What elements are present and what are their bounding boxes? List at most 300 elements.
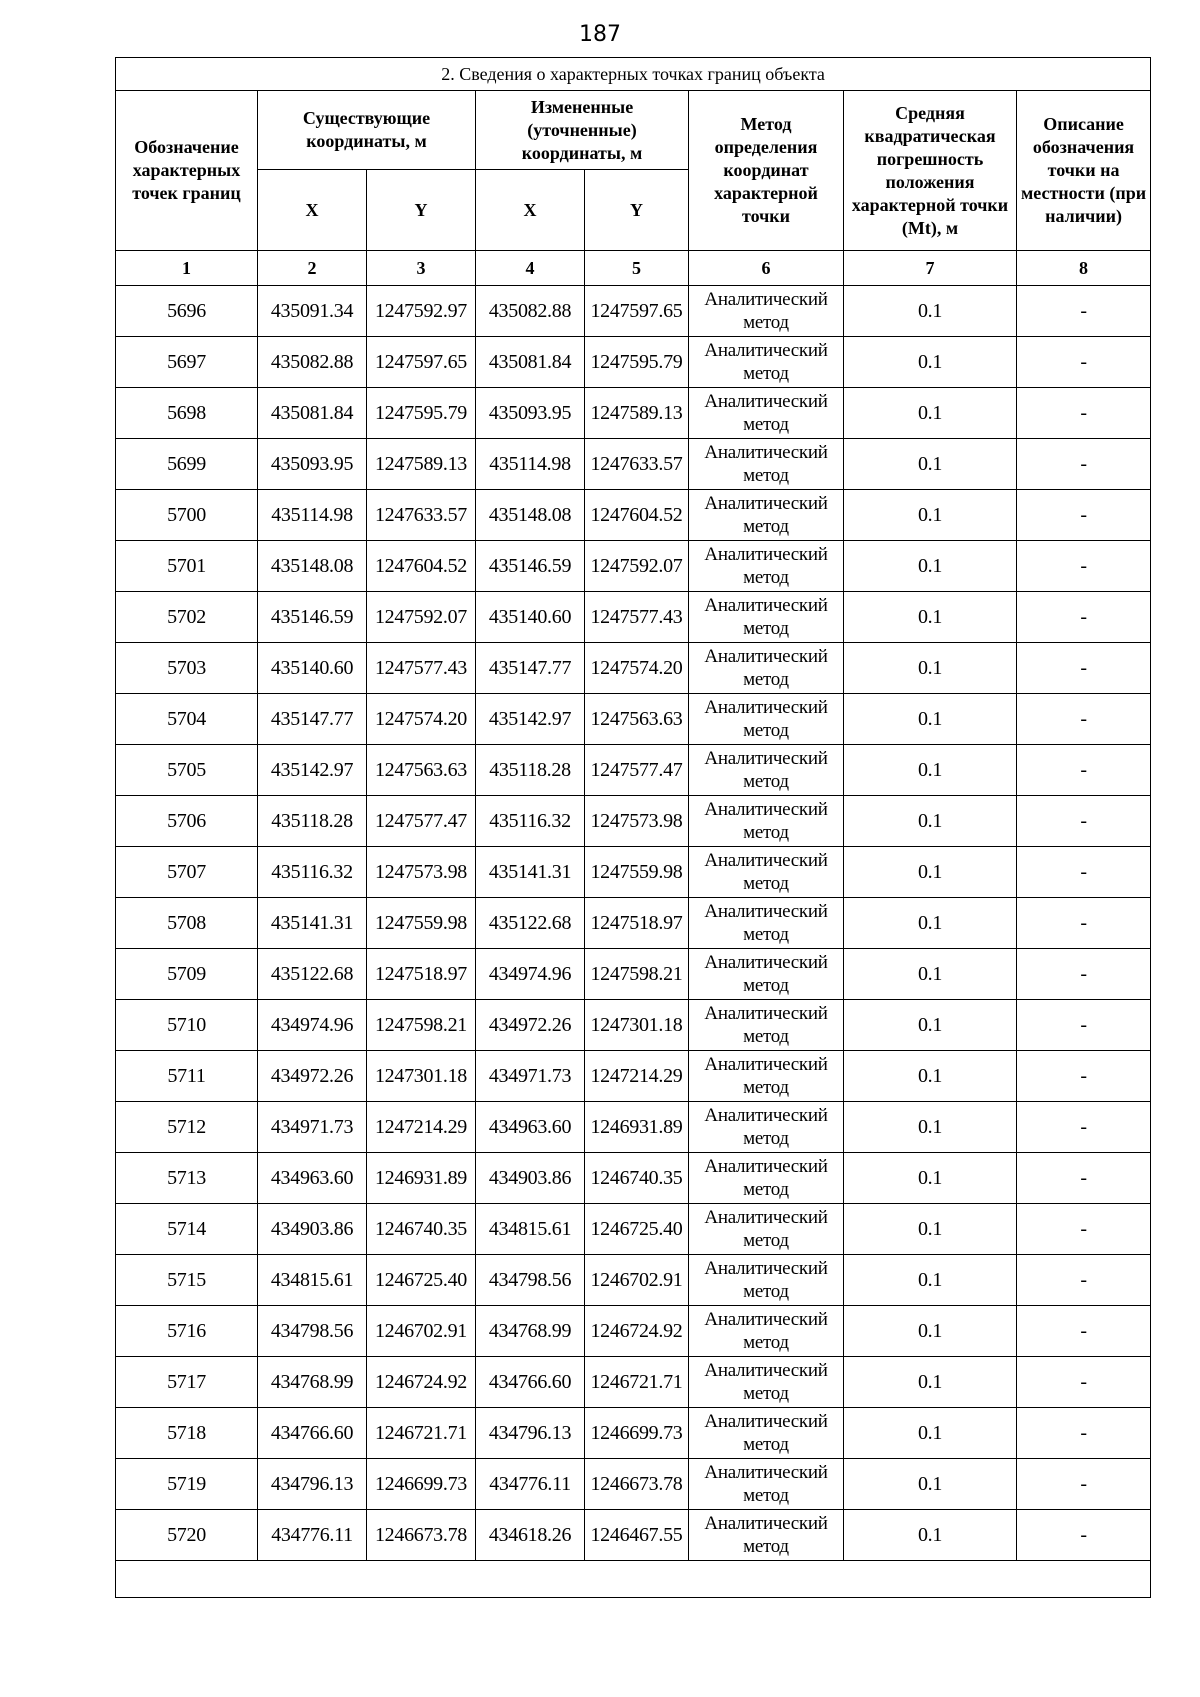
- description-cell: -: [1017, 1000, 1151, 1051]
- existing-x-cell: 434796.13: [258, 1459, 367, 1510]
- mean-error-cell: 0.1: [844, 1204, 1017, 1255]
- existing-y-cell: 1247592.07: [367, 592, 476, 643]
- header-mean-error: Средняя квадратическая погрешность положения характерной точки (Mt), м: [844, 91, 1017, 251]
- table-row: [116, 643, 1151, 694]
- method-cell: [689, 541, 844, 592]
- changed-x-cell: 434768.99: [476, 1306, 585, 1357]
- existing-x-cell: 434815.61: [258, 1255, 367, 1306]
- method-text: Аналитический: [704, 901, 828, 922]
- point-cell: 5717: [116, 1357, 258, 1408]
- changed-x-cell: 434971.73: [476, 1051, 585, 1102]
- method-cell: [689, 388, 844, 439]
- changed-y-cell: 1246931.89: [585, 1102, 689, 1153]
- existing-x-cell: 434798.56: [258, 1306, 367, 1357]
- description-cell: -: [1017, 1102, 1151, 1153]
- changed-x-cell: 435141.31: [476, 847, 585, 898]
- table-row: [116, 541, 1151, 592]
- column-number: 7: [844, 251, 1017, 286]
- method-text: Аналитический: [704, 391, 828, 412]
- changed-x-cell: 434972.26: [476, 1000, 585, 1051]
- changed-y-cell: 1247574.20: [585, 643, 689, 694]
- method-text: метод: [743, 567, 789, 588]
- existing-x-cell: 434768.99: [258, 1357, 367, 1408]
- table-row: [116, 1408, 1151, 1459]
- table-row: [116, 1153, 1151, 1204]
- changed-x-cell: 435146.59: [476, 541, 585, 592]
- changed-y-cell: 1247592.07: [585, 541, 689, 592]
- method-text: метод: [743, 363, 789, 384]
- point-cell: 5712: [116, 1102, 258, 1153]
- changed-x-cell: 435148.08: [476, 490, 585, 541]
- method-cell: [689, 1102, 844, 1153]
- existing-x-cell: 435147.77: [258, 694, 367, 745]
- changed-x-cell: 435081.84: [476, 337, 585, 388]
- table-row: [116, 1255, 1151, 1306]
- existing-y-cell: 1247573.98: [367, 847, 476, 898]
- description-cell: -: [1017, 847, 1151, 898]
- description-cell: -: [1017, 439, 1151, 490]
- table-row: [116, 949, 1151, 1000]
- changed-x-cell: 435142.97: [476, 694, 585, 745]
- method-text: Аналитический: [704, 1207, 828, 1228]
- changed-y-cell: 1247598.21: [585, 949, 689, 1000]
- table-row: [116, 847, 1151, 898]
- existing-x-cell: 435081.84: [258, 388, 367, 439]
- mean-error-cell: 0.1: [844, 1255, 1017, 1306]
- existing-y-cell: 1247598.21: [367, 1000, 476, 1051]
- column-number: 1: [116, 251, 258, 286]
- header-changed-coords: Измененные (уточненные) координаты, м: [476, 91, 689, 170]
- description-cell: -: [1017, 388, 1151, 439]
- changed-x-cell: 434815.61: [476, 1204, 585, 1255]
- method-text: Аналитический: [704, 1258, 828, 1279]
- header-changed-x: X: [476, 170, 585, 251]
- column-number: 3: [367, 251, 476, 286]
- method-cell: [689, 694, 844, 745]
- header-point-designation: Обозначение характерных точек границ: [116, 91, 258, 251]
- description-cell: -: [1017, 643, 1151, 694]
- description-cell: -: [1017, 694, 1151, 745]
- existing-y-cell: 1247301.18: [367, 1051, 476, 1102]
- method-text: метод: [743, 873, 789, 894]
- existing-y-cell: 1246725.40: [367, 1255, 476, 1306]
- changed-y-cell: 1247633.57: [585, 439, 689, 490]
- method-text: метод: [743, 1536, 789, 1557]
- section-title: 2. Сведения о характерных точках границ объекта: [116, 58, 1151, 91]
- header-method: Метод определения координат характерной точки: [689, 91, 844, 251]
- table-row: [116, 337, 1151, 388]
- method-cell: [689, 490, 844, 541]
- changed-y-cell: 1247518.97: [585, 898, 689, 949]
- description-cell: -: [1017, 1153, 1151, 1204]
- method-text: Аналитический: [704, 340, 828, 361]
- point-cell: 5715: [116, 1255, 258, 1306]
- method-text: метод: [743, 1383, 789, 1404]
- header-existing-coords: Существующие координаты, м: [258, 91, 476, 170]
- method-cell: [689, 796, 844, 847]
- table-row: [116, 1510, 1151, 1561]
- existing-x-cell: 435114.98: [258, 490, 367, 541]
- changed-x-cell: 434974.96: [476, 949, 585, 1000]
- mean-error-cell: 0.1: [844, 337, 1017, 388]
- mean-error-cell: 0.1: [844, 694, 1017, 745]
- section-title-row: [116, 58, 1151, 91]
- changed-y-cell: 1247563.63: [585, 694, 689, 745]
- mean-error-cell: 0.1: [844, 1408, 1017, 1459]
- method-cell: [689, 1153, 844, 1204]
- existing-x-cell: 435091.34: [258, 286, 367, 337]
- method-text: метод: [743, 1230, 789, 1251]
- method-cell: [689, 1255, 844, 1306]
- mean-error-cell: 0.1: [844, 286, 1017, 337]
- header-row-top: [116, 91, 1151, 170]
- changed-x-cell: 434766.60: [476, 1357, 585, 1408]
- table-row: [116, 286, 1151, 337]
- method-text: метод: [743, 771, 789, 792]
- method-text: Аналитический: [704, 1054, 828, 1075]
- table-row: [116, 745, 1151, 796]
- table-row: [116, 592, 1151, 643]
- changed-y-cell: 1247595.79: [585, 337, 689, 388]
- method-text: Аналитический: [704, 850, 828, 871]
- mean-error-cell: 0.1: [844, 1357, 1017, 1408]
- header-existing-y: Y: [367, 170, 476, 251]
- header-existing-x: X: [258, 170, 367, 251]
- changed-x-cell: 435118.28: [476, 745, 585, 796]
- existing-x-cell: 435142.97: [258, 745, 367, 796]
- existing-y-cell: 1246721.71: [367, 1408, 476, 1459]
- changed-y-cell: 1247577.43: [585, 592, 689, 643]
- method-text: Аналитический: [704, 595, 828, 616]
- existing-x-cell: 435146.59: [258, 592, 367, 643]
- point-cell: 5704: [116, 694, 258, 745]
- method-text: Аналитический: [704, 442, 828, 463]
- header-changed-y: Y: [585, 170, 689, 251]
- point-cell: 5711: [116, 1051, 258, 1102]
- changed-y-cell: 1247559.98: [585, 847, 689, 898]
- changed-y-cell: 1247577.47: [585, 745, 689, 796]
- changed-y-cell: 1247301.18: [585, 1000, 689, 1051]
- existing-x-cell: 434903.86: [258, 1204, 367, 1255]
- point-cell: 5708: [116, 898, 258, 949]
- existing-y-cell: 1247633.57: [367, 490, 476, 541]
- point-cell: 5720: [116, 1510, 258, 1561]
- method-text: метод: [743, 1281, 789, 1302]
- mean-error-cell: 0.1: [844, 949, 1017, 1000]
- changed-x-cell: 435122.68: [476, 898, 585, 949]
- table-row: [116, 898, 1151, 949]
- existing-y-cell: 1246699.73: [367, 1459, 476, 1510]
- existing-x-cell: 434963.60: [258, 1153, 367, 1204]
- mean-error-cell: 0.1: [844, 796, 1017, 847]
- changed-y-cell: 1246699.73: [585, 1408, 689, 1459]
- method-cell: [689, 643, 844, 694]
- mean-error-cell: 0.1: [844, 439, 1017, 490]
- description-cell: -: [1017, 490, 1151, 541]
- mean-error-cell: 0.1: [844, 1153, 1017, 1204]
- method-cell: [689, 592, 844, 643]
- method-text: Аналитический: [704, 289, 828, 310]
- column-number: 4: [476, 251, 585, 286]
- changed-x-cell: 435093.95: [476, 388, 585, 439]
- description-cell: -: [1017, 949, 1151, 1000]
- method-text: метод: [743, 1485, 789, 1506]
- method-text: метод: [743, 1179, 789, 1200]
- existing-x-cell: 434974.96: [258, 1000, 367, 1051]
- point-cell: 5714: [116, 1204, 258, 1255]
- table-row: [116, 1306, 1151, 1357]
- existing-y-cell: 1247577.47: [367, 796, 476, 847]
- method-cell: [689, 1510, 844, 1561]
- method-text: Аналитический: [704, 1462, 828, 1483]
- changed-y-cell: 1246740.35: [585, 1153, 689, 1204]
- method-text: Аналитический: [704, 1156, 828, 1177]
- existing-x-cell: 434776.11: [258, 1510, 367, 1561]
- description-cell: -: [1017, 1204, 1151, 1255]
- method-cell: [689, 949, 844, 1000]
- mean-error-cell: 0.1: [844, 592, 1017, 643]
- existing-x-cell: 434972.26: [258, 1051, 367, 1102]
- point-cell: 5713: [116, 1153, 258, 1204]
- existing-y-cell: 1246673.78: [367, 1510, 476, 1561]
- changed-x-cell: 434798.56: [476, 1255, 585, 1306]
- column-number: 6: [689, 251, 844, 286]
- mean-error-cell: 0.1: [844, 898, 1017, 949]
- existing-y-cell: 1247518.97: [367, 949, 476, 1000]
- table-row: [116, 1204, 1151, 1255]
- column-number: 5: [585, 251, 689, 286]
- method-cell: [689, 1408, 844, 1459]
- point-cell: 5718: [116, 1408, 258, 1459]
- changed-x-cell: 434963.60: [476, 1102, 585, 1153]
- point-cell: 5707: [116, 847, 258, 898]
- description-cell: -: [1017, 1408, 1151, 1459]
- changed-x-cell: 434796.13: [476, 1408, 585, 1459]
- point-cell: 5710: [116, 1000, 258, 1051]
- point-cell: 5701: [116, 541, 258, 592]
- column-number: 8: [1017, 251, 1151, 286]
- existing-y-cell: 1247214.29: [367, 1102, 476, 1153]
- point-cell: 5697: [116, 337, 258, 388]
- existing-y-cell: 1246931.89: [367, 1153, 476, 1204]
- method-cell: [689, 1357, 844, 1408]
- changed-x-cell: 435116.32: [476, 796, 585, 847]
- method-cell: [689, 1051, 844, 1102]
- changed-x-cell: 434618.26: [476, 1510, 585, 1561]
- method-text: метод: [743, 1026, 789, 1047]
- existing-x-cell: 435141.31: [258, 898, 367, 949]
- existing-x-cell: 434766.60: [258, 1408, 367, 1459]
- description-cell: -: [1017, 898, 1151, 949]
- point-cell: 5705: [116, 745, 258, 796]
- mean-error-cell: 0.1: [844, 1459, 1017, 1510]
- existing-y-cell: 1247574.20: [367, 694, 476, 745]
- empty-cell: [116, 1561, 1151, 1598]
- method-text: Аналитический: [704, 1513, 828, 1534]
- existing-y-cell: 1246702.91: [367, 1306, 476, 1357]
- changed-x-cell: 435082.88: [476, 286, 585, 337]
- changed-y-cell: 1247604.52: [585, 490, 689, 541]
- changed-y-cell: 1246724.92: [585, 1306, 689, 1357]
- table-row: [116, 439, 1151, 490]
- existing-y-cell: 1247592.97: [367, 286, 476, 337]
- method-cell: [689, 337, 844, 388]
- description-cell: -: [1017, 541, 1151, 592]
- method-text: Аналитический: [704, 1309, 828, 1330]
- changed-y-cell: 1246725.40: [585, 1204, 689, 1255]
- method-text: Аналитический: [704, 646, 828, 667]
- existing-x-cell: 434971.73: [258, 1102, 367, 1153]
- method-text: Аналитический: [704, 1003, 828, 1024]
- mean-error-cell: 0.1: [844, 1102, 1017, 1153]
- method-cell: [689, 1000, 844, 1051]
- description-cell: -: [1017, 337, 1151, 388]
- table-row: [116, 796, 1151, 847]
- method-text: Аналитический: [704, 493, 828, 514]
- method-text: Аналитический: [704, 544, 828, 565]
- description-cell: -: [1017, 1306, 1151, 1357]
- table-row: [116, 1051, 1151, 1102]
- mean-error-cell: 0.1: [844, 1000, 1017, 1051]
- method-text: метод: [743, 924, 789, 945]
- changed-y-cell: 1247573.98: [585, 796, 689, 847]
- description-cell: -: [1017, 1459, 1151, 1510]
- method-text: метод: [743, 465, 789, 486]
- method-text: метод: [743, 312, 789, 333]
- description-cell: -: [1017, 1255, 1151, 1306]
- table-row: [116, 1000, 1151, 1051]
- existing-y-cell: 1246740.35: [367, 1204, 476, 1255]
- description-cell: -: [1017, 1510, 1151, 1561]
- header-row-column-numbers: [116, 251, 1151, 286]
- table-row: [116, 490, 1151, 541]
- existing-x-cell: 435116.32: [258, 847, 367, 898]
- table-empty-row: [116, 1561, 1151, 1598]
- existing-x-cell: 435082.88: [258, 337, 367, 388]
- method-text: метод: [743, 822, 789, 843]
- page-number: 187: [579, 22, 621, 47]
- table-row: [116, 1459, 1151, 1510]
- method-text: Аналитический: [704, 697, 828, 718]
- existing-x-cell: 435093.95: [258, 439, 367, 490]
- method-cell: [689, 1204, 844, 1255]
- changed-x-cell: 434903.86: [476, 1153, 585, 1204]
- method-text: Аналитический: [704, 1105, 828, 1126]
- method-text: Аналитический: [704, 799, 828, 820]
- method-text: метод: [743, 1077, 789, 1098]
- method-cell: [689, 1459, 844, 1510]
- point-cell: 5703: [116, 643, 258, 694]
- method-text: метод: [743, 414, 789, 435]
- point-cell: 5706: [116, 796, 258, 847]
- mean-error-cell: 0.1: [844, 490, 1017, 541]
- changed-y-cell: 1246702.91: [585, 1255, 689, 1306]
- mean-error-cell: 0.1: [844, 745, 1017, 796]
- method-text: метод: [743, 669, 789, 690]
- method-cell: [689, 847, 844, 898]
- description-cell: -: [1017, 592, 1151, 643]
- changed-y-cell: 1247214.29: [585, 1051, 689, 1102]
- method-text: метод: [743, 975, 789, 996]
- method-text: метод: [743, 1434, 789, 1455]
- point-cell: 5699: [116, 439, 258, 490]
- table-body: [116, 286, 1151, 1598]
- column-number: 2: [258, 251, 367, 286]
- changed-x-cell: 435140.60: [476, 592, 585, 643]
- description-cell: -: [1017, 796, 1151, 847]
- point-cell: 5700: [116, 490, 258, 541]
- changed-x-cell: 435114.98: [476, 439, 585, 490]
- mean-error-cell: 0.1: [844, 1510, 1017, 1561]
- table-row: [116, 1102, 1151, 1153]
- mean-error-cell: 0.1: [844, 1306, 1017, 1357]
- mean-error-cell: 0.1: [844, 541, 1017, 592]
- point-cell: 5719: [116, 1459, 258, 1510]
- changed-y-cell: 1246673.78: [585, 1459, 689, 1510]
- header-description: Описание обозначения точки на местности (при наличии): [1017, 91, 1151, 251]
- mean-error-cell: 0.1: [844, 388, 1017, 439]
- existing-y-cell: 1247597.65: [367, 337, 476, 388]
- existing-y-cell: 1247604.52: [367, 541, 476, 592]
- method-text: метод: [743, 720, 789, 741]
- method-cell: [689, 286, 844, 337]
- method-text: Аналитический: [704, 1411, 828, 1432]
- changed-y-cell: 1246467.55: [585, 1510, 689, 1561]
- mean-error-cell: 0.1: [844, 643, 1017, 694]
- description-cell: -: [1017, 745, 1151, 796]
- method-text: Аналитический: [704, 1360, 828, 1381]
- mean-error-cell: 0.1: [844, 847, 1017, 898]
- method-text: метод: [743, 618, 789, 639]
- point-cell: 5696: [116, 286, 258, 337]
- existing-y-cell: 1247559.98: [367, 898, 476, 949]
- method-cell: [689, 439, 844, 490]
- method-text: метод: [743, 516, 789, 537]
- existing-y-cell: 1247563.63: [367, 745, 476, 796]
- existing-y-cell: 1247595.79: [367, 388, 476, 439]
- existing-y-cell: 1246724.92: [367, 1357, 476, 1408]
- method-cell: [689, 745, 844, 796]
- table-row: [116, 694, 1151, 745]
- mean-error-cell: 0.1: [844, 1051, 1017, 1102]
- changed-y-cell: 1247589.13: [585, 388, 689, 439]
- boundary-points-table: [115, 57, 1151, 1598]
- method-text: метод: [743, 1332, 789, 1353]
- description-cell: -: [1017, 1357, 1151, 1408]
- existing-y-cell: 1247577.43: [367, 643, 476, 694]
- point-cell: 5716: [116, 1306, 258, 1357]
- changed-x-cell: 435147.77: [476, 643, 585, 694]
- existing-x-cell: 435122.68: [258, 949, 367, 1000]
- existing-x-cell: 435140.60: [258, 643, 367, 694]
- point-cell: 5709: [116, 949, 258, 1000]
- method-text: Аналитический: [704, 748, 828, 769]
- existing-x-cell: 435148.08: [258, 541, 367, 592]
- point-cell: 5698: [116, 388, 258, 439]
- existing-x-cell: 435118.28: [258, 796, 367, 847]
- description-cell: -: [1017, 1051, 1151, 1102]
- changed-x-cell: 434776.11: [476, 1459, 585, 1510]
- method-cell: [689, 898, 844, 949]
- table-row: [116, 1357, 1151, 1408]
- method-cell: [689, 1306, 844, 1357]
- description-cell: -: [1017, 286, 1151, 337]
- point-cell: 5702: [116, 592, 258, 643]
- changed-y-cell: 1247597.65: [585, 286, 689, 337]
- method-text: метод: [743, 1128, 789, 1149]
- changed-y-cell: 1246721.71: [585, 1357, 689, 1408]
- table-row: [116, 388, 1151, 439]
